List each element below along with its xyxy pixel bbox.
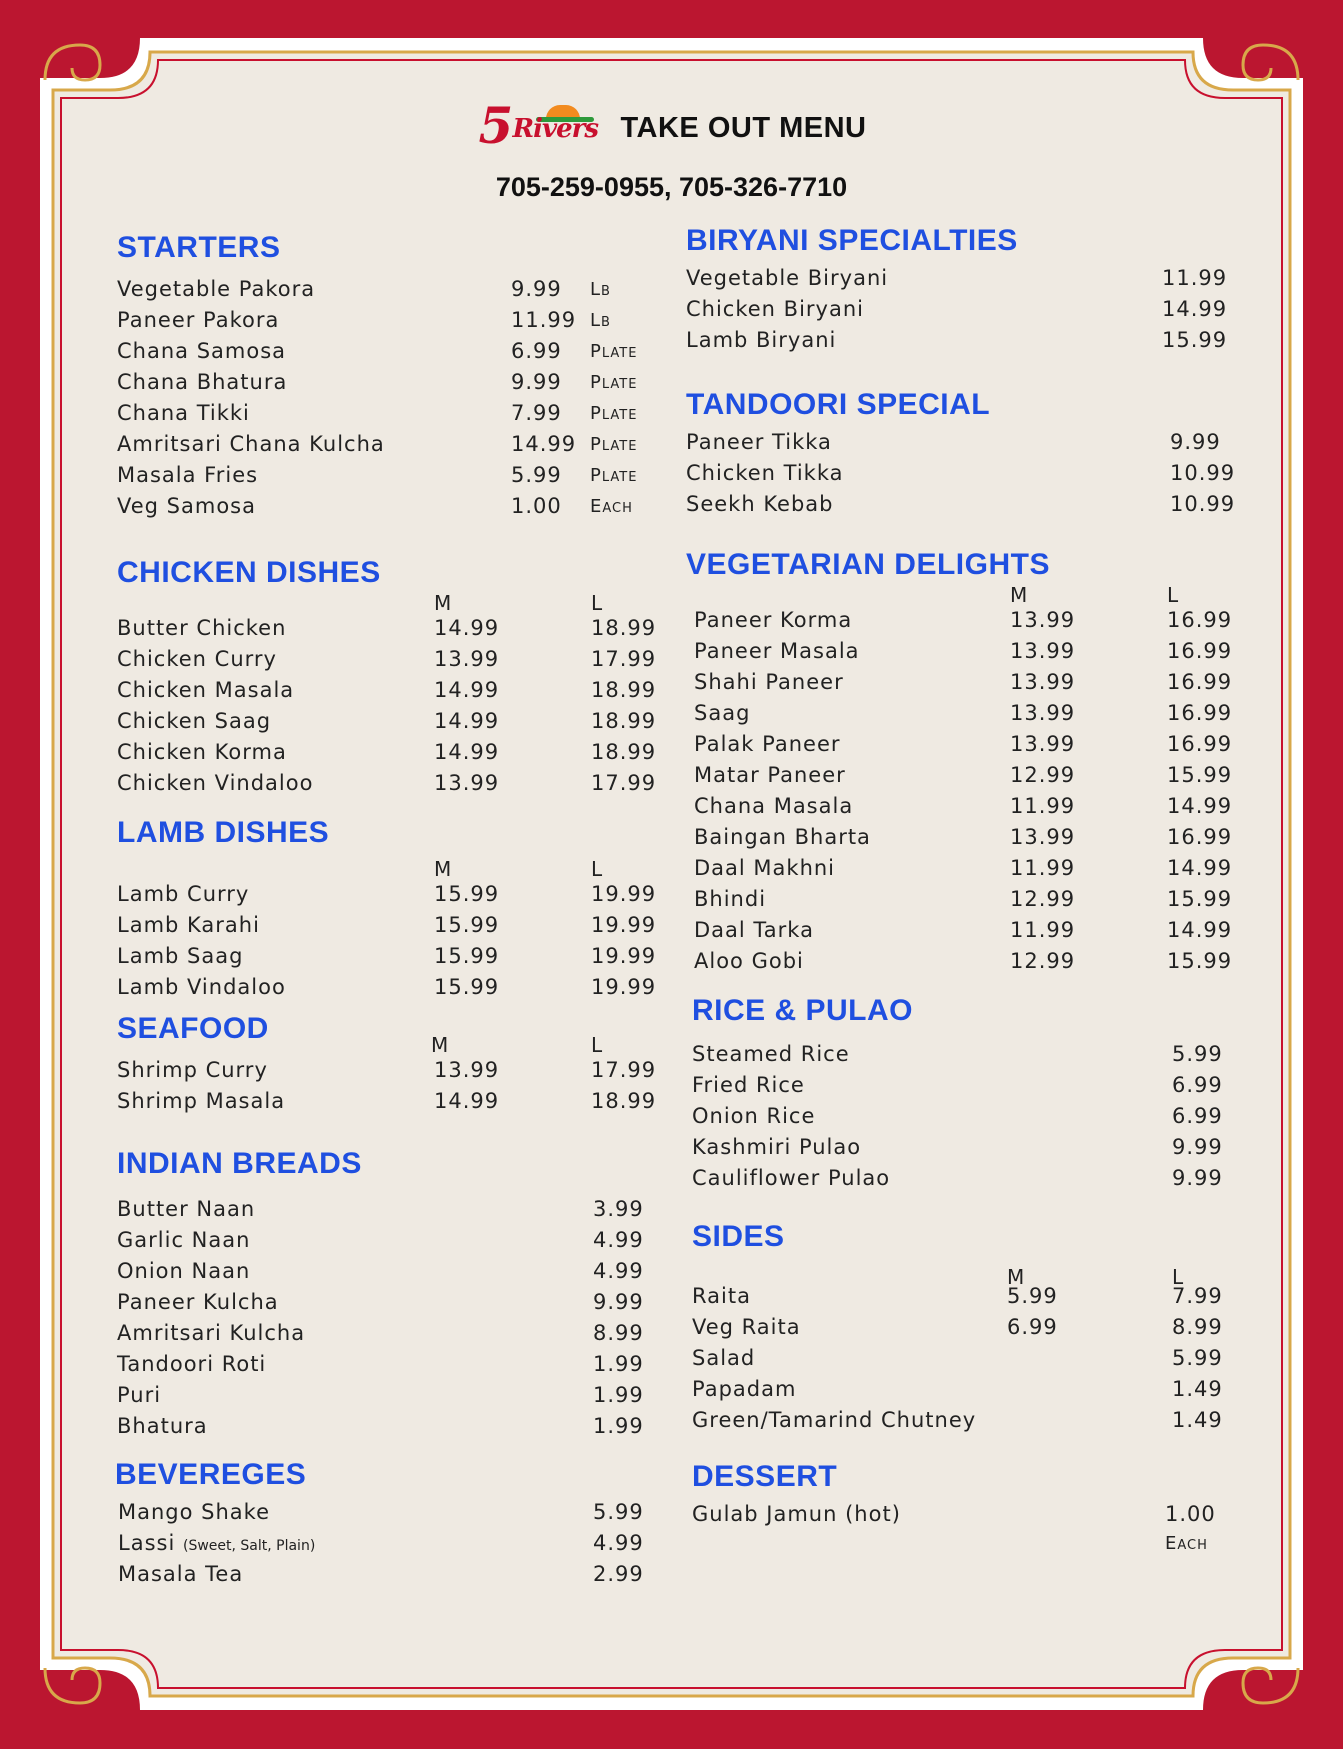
menu-item (692, 1163, 1232, 1194)
item-name: Papadam (692, 1377, 797, 1401)
item-m: 13.99 (1010, 701, 1076, 725)
menu-item (686, 294, 1226, 325)
item-name: Butter Naan (117, 1197, 256, 1221)
item-m: 13.99 (1010, 608, 1076, 632)
item-m: 13.99 (1010, 639, 1076, 663)
menu-item (692, 1343, 1232, 1374)
item-name: Paneer Kulcha (117, 1290, 279, 1314)
menu-item (692, 1374, 1232, 1405)
item-name: Chana Samosa (117, 339, 287, 363)
menu-item (686, 791, 1233, 822)
restaurant-logo (476, 96, 606, 157)
item-name: Butter Chicken (117, 616, 287, 640)
menu-item (117, 644, 657, 675)
section-title: LAMB DISHES (117, 816, 330, 849)
menu-item (117, 1287, 657, 1318)
menu-item (692, 1101, 1232, 1132)
item-name: Lamb Vindaloo (117, 975, 286, 999)
item-m: 13.99 (1010, 825, 1076, 849)
section-vegetarian-delights (686, 547, 1233, 977)
item-price: 4.99 (593, 1531, 644, 1555)
item-name: Chicken Biryani (686, 297, 864, 321)
item-name: Chicken Saag (117, 709, 272, 733)
logo-rivers: Rivers (512, 114, 598, 144)
item-price: 1.99 (593, 1352, 644, 1376)
item-price: 1.99 (593, 1414, 644, 1438)
item-price: 5.99 (593, 1500, 644, 1524)
item-price: 10.99 (1170, 492, 1236, 516)
item-name: Kashmiri Pulao (692, 1135, 862, 1159)
item-price: 4.99 (593, 1259, 644, 1283)
item-name: Daal Makhni (694, 856, 836, 880)
item-name: Paneer Masala (694, 639, 860, 663)
item-m: 11.99 (1010, 856, 1076, 880)
item-list (115, 1497, 655, 1590)
item-name: Amritsari Chana Kulcha (117, 432, 385, 456)
item-name: Daal Tarka (694, 918, 814, 942)
item-unit: Each (590, 496, 633, 517)
item-l: 15.99 (1167, 887, 1233, 911)
item-name: Gulab Jamun (hot) (692, 1502, 901, 1526)
item-m: 13.99 (434, 1058, 500, 1082)
menu-item (117, 941, 657, 972)
item-unit: Each (1165, 1533, 1208, 1554)
item-l: 17.99 (591, 647, 657, 671)
section-title: RICE & PULAO (692, 994, 914, 1027)
menu-item (686, 946, 1233, 977)
item-name: Aloo Gobi (694, 949, 804, 973)
item-m: 12.99 (1010, 949, 1076, 973)
item-name: Shrimp Curry (117, 1058, 268, 1082)
section-biryani-specialties (686, 223, 1226, 356)
menu-item (117, 1194, 657, 1225)
item-name: Chicken Korma (117, 740, 287, 764)
item-price: 6.99 (511, 339, 562, 363)
menu-item (692, 1070, 1232, 1101)
item-name: Amritsari Kulcha (117, 1321, 306, 1345)
item-name: Paneer Korma (694, 608, 853, 632)
menu-item (117, 613, 657, 644)
size-l-label: L (1167, 583, 1179, 607)
section-title: SIDES (692, 1220, 785, 1253)
menu-item (115, 1497, 655, 1528)
menu-item (686, 853, 1233, 884)
item-m: 15.99 (434, 975, 500, 999)
item-price: 14.99 (511, 432, 577, 456)
item-name: Bhatura (117, 1414, 208, 1438)
item-name: Mango Shake (118, 1500, 270, 1524)
item-name: Chicken Masala (117, 678, 295, 702)
item-l: 15.99 (1167, 763, 1233, 787)
item-name: Onion Rice (692, 1104, 816, 1128)
menu-item (686, 263, 1226, 294)
item-m: 14.99 (434, 678, 500, 702)
menu-item (686, 822, 1233, 853)
item-name: Lamb Karahi (117, 913, 260, 937)
menu-item (686, 698, 1233, 729)
item-price: 9.99 (1172, 1166, 1223, 1190)
menu-item (117, 737, 657, 768)
item-name: Matar Paneer (694, 763, 846, 787)
menu-item (117, 274, 657, 305)
menu-item (686, 915, 1233, 946)
item-list (692, 1039, 1232, 1194)
menu-item (117, 398, 657, 429)
item-price: 9.99 (1170, 430, 1221, 454)
item-price: 14.99 (1162, 297, 1228, 321)
item-l: 1.49 (1172, 1408, 1223, 1432)
item-m: 13.99 (1010, 732, 1076, 756)
menu-item (117, 910, 657, 941)
item-l: 8.99 (1172, 1315, 1223, 1339)
section-starters (117, 230, 657, 522)
item-unit: Lb (590, 279, 611, 300)
item-name: Shahi Paneer (694, 670, 844, 694)
menu-item (117, 1256, 657, 1287)
item-name: Garlic Naan (117, 1228, 251, 1252)
item-l: 19.99 (591, 882, 657, 906)
menu-item (686, 458, 1236, 489)
menu-item (692, 1281, 1232, 1312)
section-seafood (117, 1011, 657, 1117)
section-title: BEVEREGES (115, 1458, 307, 1491)
item-m: 11.99 (1010, 794, 1076, 818)
item-list (692, 1499, 1232, 1554)
menu-item (115, 1528, 655, 1559)
section-beverages (115, 1457, 655, 1590)
section-title: BIRYANI SPECIALTIES (686, 224, 1018, 257)
item-l: 5.99 (1172, 1346, 1223, 1370)
section-rice-pulao (692, 993, 1232, 1194)
item-m: 14.99 (434, 709, 500, 733)
item-l: 16.99 (1167, 825, 1233, 849)
section-title: DESSERT (692, 1460, 838, 1493)
menu-item (117, 675, 657, 706)
item-name: Vegetable Pakora (117, 277, 316, 301)
item-unit: Lb (590, 310, 611, 331)
item-price: 9.99 (511, 370, 562, 394)
item-price: 3.99 (593, 1197, 644, 1221)
menu-item (117, 460, 657, 491)
item-name: Chana Bhatura (117, 370, 288, 394)
item-name: Tandoori Roti (117, 1352, 267, 1376)
size-m-label: M (434, 591, 452, 615)
item-list (686, 427, 1236, 520)
menu-item (117, 336, 657, 367)
section-tandoori-special (686, 387, 1236, 520)
item-m: 15.99 (434, 882, 500, 906)
item-name: Chicken Curry (117, 647, 277, 671)
item-m: 15.99 (434, 944, 500, 968)
menu-item (692, 1405, 1232, 1436)
item-l: 14.99 (1167, 856, 1233, 880)
item-price: 1.99 (593, 1383, 644, 1407)
menu-item (117, 305, 657, 336)
menu-item (686, 760, 1233, 791)
item-list (117, 1055, 657, 1117)
item-l: 14.99 (1167, 794, 1233, 818)
item-note: (Sweet, Salt, Plain) (182, 1538, 316, 1554)
menu-item (692, 1499, 1232, 1554)
item-price: 9.99 (511, 277, 562, 301)
menu-item (117, 879, 657, 910)
item-list (117, 274, 657, 522)
item-name: Chicken Vindaloo (117, 771, 314, 795)
item-price: 15.99 (1162, 328, 1228, 352)
section-title: TANDOORI SPECIAL (686, 388, 991, 421)
item-list (692, 1281, 1232, 1436)
item-l: 16.99 (1167, 608, 1233, 632)
logo-five: 5 (478, 96, 514, 155)
section-title: CHICKEN DISHES (117, 556, 381, 589)
menu-item (117, 1086, 657, 1117)
size-l-label: L (591, 591, 603, 615)
item-unit: Plate (590, 465, 638, 486)
item-price: 1.00 (1165, 1502, 1216, 1526)
item-price: 9.99 (1172, 1135, 1223, 1159)
item-name: Paneer Tikka (686, 430, 832, 454)
item-name: Fried Rice (692, 1073, 805, 1097)
menu-item (117, 367, 657, 398)
menu-item (686, 729, 1233, 760)
item-price: 8.99 (593, 1321, 644, 1345)
section-title: STARTERS (117, 231, 281, 264)
menu-title: TAKE OUT MENU (620, 111, 867, 144)
item-price: 9.99 (593, 1290, 644, 1314)
item-m: 13.99 (434, 771, 500, 795)
header (0, 96, 1343, 203)
item-name: Onion Naan (117, 1259, 251, 1283)
section-title: SEAFOOD (117, 1012, 269, 1045)
item-name: Paneer Pakora (117, 308, 280, 332)
item-l: 19.99 (591, 975, 657, 999)
item-l: 19.99 (591, 913, 657, 937)
item-price: 5.99 (1172, 1042, 1223, 1066)
item-m: 13.99 (1010, 670, 1076, 694)
item-unit: Plate (590, 403, 638, 424)
item-price: 7.99 (511, 401, 562, 425)
section-title: INDIAN BREADS (117, 1147, 362, 1180)
item-price: 11.99 (1162, 266, 1228, 290)
item-name: Masala Tea (118, 1562, 244, 1586)
item-name: Cauliflower Pulao (692, 1166, 891, 1190)
item-list (117, 613, 657, 799)
item-m: 11.99 (1010, 918, 1076, 942)
menu-item (686, 667, 1233, 698)
size-m-label: M (434, 857, 452, 881)
menu-item (692, 1132, 1232, 1163)
item-list (686, 263, 1226, 356)
phone-numbers: 705-259-0955, 705-326-7710 (495, 172, 848, 202)
item-name: Veg Samosa (117, 494, 256, 518)
item-l: 19.99 (591, 944, 657, 968)
item-m: 14.99 (434, 1089, 500, 1113)
item-list (117, 1194, 657, 1442)
item-name: Lamb Biryani (686, 328, 837, 352)
item-m: 14.99 (434, 616, 500, 640)
menu-item (686, 884, 1233, 915)
item-l: 17.99 (591, 771, 657, 795)
menu-item (117, 1349, 657, 1380)
item-m: 5.99 (1007, 1284, 1058, 1308)
menu-item (686, 325, 1226, 356)
item-name: Steamed Rice (692, 1042, 850, 1066)
item-m: 13.99 (434, 647, 500, 671)
section-dessert (692, 1459, 1232, 1554)
size-m-label: M (1010, 583, 1028, 607)
item-l: 16.99 (1167, 701, 1233, 725)
item-name: Chana Masala (694, 794, 854, 818)
item-name: Baingan Bharta (694, 825, 871, 849)
menu-item (117, 768, 657, 799)
size-l-label: L (591, 1033, 603, 1057)
item-m: 14.99 (434, 740, 500, 764)
item-list (686, 605, 1233, 977)
item-unit: Plate (590, 341, 638, 362)
item-price: 11.99 (511, 308, 577, 332)
item-name: Lamb Curry (117, 882, 250, 906)
menu-item (117, 1225, 657, 1256)
item-l: 18.99 (591, 740, 657, 764)
item-l: 18.99 (591, 616, 657, 640)
item-price: 6.99 (1172, 1073, 1223, 1097)
item-name: Lassi (118, 1531, 176, 1555)
item-name: Chana Tikki (117, 401, 250, 425)
item-l: 15.99 (1167, 949, 1233, 973)
item-m: 12.99 (1010, 887, 1076, 911)
item-name: Masala Fries (117, 463, 259, 487)
menu-item (686, 427, 1226, 458)
item-l: 18.99 (591, 709, 657, 733)
item-m: 15.99 (434, 913, 500, 937)
item-l: 16.99 (1167, 732, 1233, 756)
menu-item (692, 1312, 1232, 1343)
size-m-label: M (1007, 1265, 1025, 1289)
size-m-label: M (431, 1033, 449, 1057)
menu-item (117, 1380, 657, 1411)
item-name: Chicken Tikka (686, 461, 844, 485)
item-name: Puri (117, 1383, 162, 1407)
item-price: 5.99 (511, 463, 562, 487)
item-l: 18.99 (591, 1089, 657, 1113)
item-name: Seekh Kebab (686, 492, 834, 516)
size-l-label: L (591, 857, 603, 881)
item-l: 16.99 (1167, 670, 1233, 694)
menu-item (692, 1039, 1232, 1070)
menu-item (117, 706, 657, 737)
menu-item (117, 972, 657, 1003)
item-l: 16.99 (1167, 639, 1233, 663)
item-price: 1.00 (511, 494, 562, 518)
menu-item (117, 491, 657, 522)
menu-item (115, 1559, 655, 1590)
menu-item (117, 1411, 657, 1442)
item-l: 14.99 (1167, 918, 1233, 942)
item-name: Green/Tamarind Chutney (692, 1408, 977, 1432)
item-name: Palak Paneer (694, 732, 841, 756)
item-price: 2.99 (593, 1562, 644, 1586)
menu-item (686, 605, 1233, 636)
item-price: 10.99 (1170, 461, 1236, 485)
item-name: Raita (692, 1284, 751, 1308)
item-l: 18.99 (591, 678, 657, 702)
item-name: Shrimp Masala (117, 1089, 286, 1113)
item-name: Saag (694, 701, 751, 725)
size-l-label: L (1172, 1265, 1184, 1289)
menu-item (117, 1055, 657, 1086)
item-unit: Plate (590, 372, 638, 393)
section-title: VEGETARIAN DELIGHTS (686, 548, 1050, 581)
menu-item (117, 1318, 657, 1349)
section-sides (692, 1219, 1232, 1436)
item-name: Lamb Saag (117, 944, 244, 968)
section-indian-breads (117, 1146, 657, 1442)
section-lamb-dishes (117, 815, 657, 1003)
item-price: 6.99 (1172, 1104, 1223, 1128)
section-chicken-dishes (117, 555, 657, 799)
menu-item (686, 636, 1233, 667)
item-name: Vegetable Biryani (686, 266, 889, 290)
item-name: Bhindi (694, 887, 767, 911)
item-price: 4.99 (593, 1228, 644, 1252)
item-m: 6.99 (1007, 1315, 1058, 1339)
item-unit: Plate (590, 434, 638, 455)
item-m: 12.99 (1010, 763, 1076, 787)
item-name: Veg Raita (692, 1315, 801, 1339)
item-list (117, 879, 657, 1003)
item-l: 17.99 (591, 1058, 657, 1082)
item-name: Salad (692, 1346, 756, 1370)
item-l: 1.49 (1172, 1377, 1223, 1401)
menu-item (686, 489, 1236, 520)
item-l: 7.99 (1172, 1284, 1223, 1308)
menu-item (117, 429, 657, 460)
